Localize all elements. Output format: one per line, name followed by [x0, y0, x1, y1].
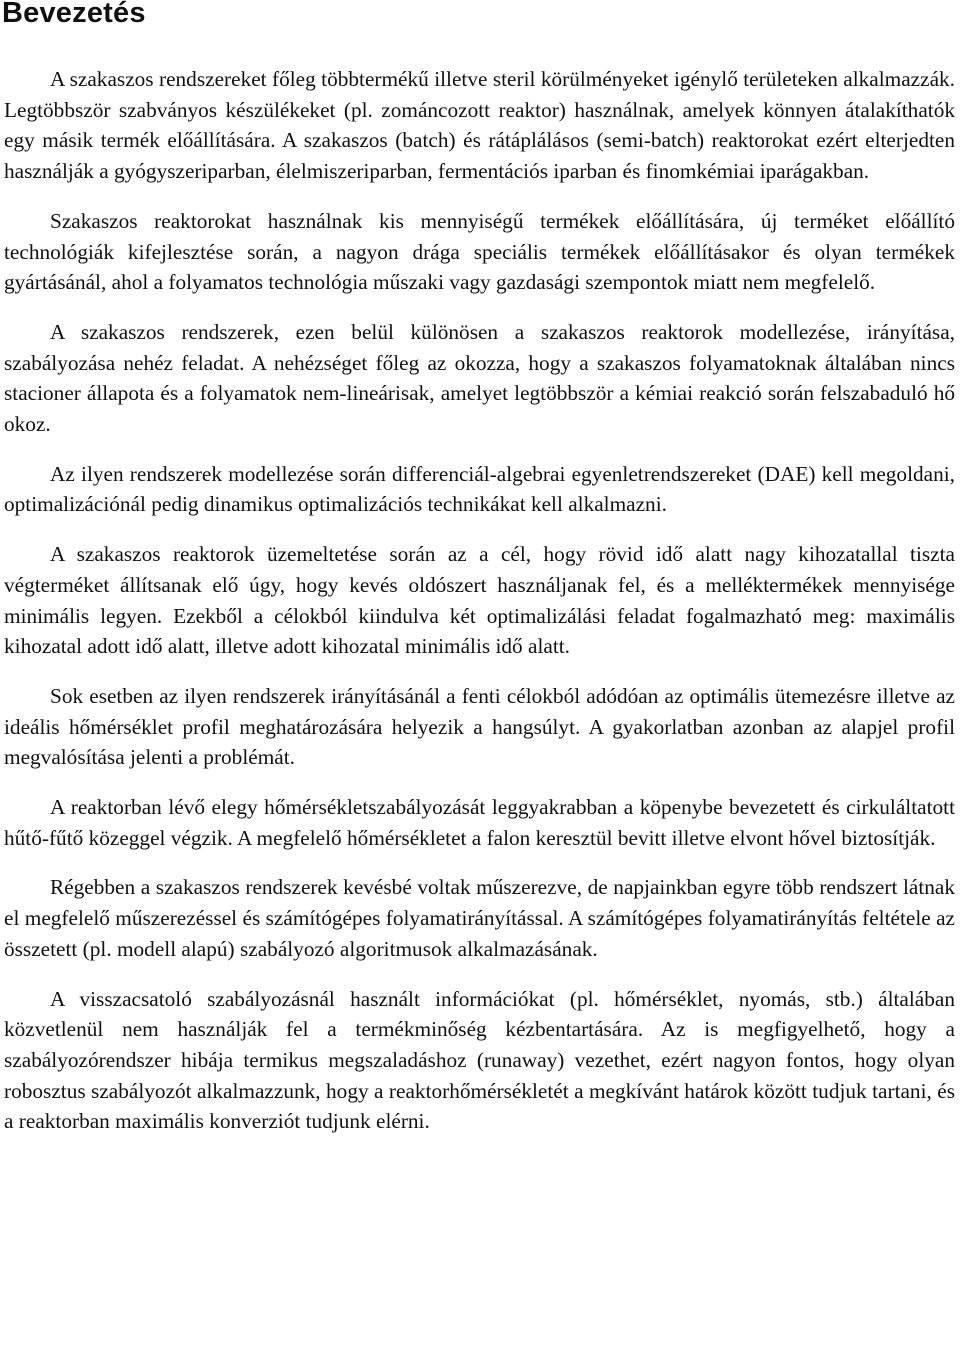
paragraph-3: A szakaszos rendszerek, ezen belül különösen a szakaszos reaktorok modellezése, irányítása, szabályozása nehéz feladat. A nehézséget főleg az okozza, hogy a szakaszos folyamatoknak általában nincs stacioner állapota és a folyamatok nem-lineárisak, amelyet legtöbbször a kémiai reakció során felszabaduló hő okoz. — [4, 319, 955, 437]
paragraph-8: Régebben a szakaszos rendszerek kevésbé voltak műszerezve, de napjainkban egyre több rendszert látnak el megfelelő műszerezéssel és számítógépes folyamatirányítással. A számítógépes folyamatirányítás feltétele az összetett (pl. modell alapú) szabályozó algoritmusok alkalmazásának. — [4, 875, 955, 961]
paragraph-2: Szakaszos reaktorokat használnak kis mennyiségű termékek előállítására, új terméket előállító technológiák kifejlesztése során, a nagyon drága speciális termékek előállításakor és olyan termékek gyártásánál, ahol a folyamatos technológia műszaki vagy gazdasági szempontok miatt nem megfelelő. — [4, 208, 955, 295]
paragraph-7: A reaktorban lévő elegy hőmérsékletszabályozását leggyakrabban a köpenybe bevezetett és cirkuláltatott hűtő-fűtő közeggel végzik. A megfelelő hőmérsékletet a falon keresztül bevitt illetve elvont hővel biztosítják. — [4, 795, 955, 850]
paragraph-4: Az ilyen rendszerek modellezése során differenciál-algebrai egyenletrendszereket (DAE) kell megoldani, optimalizációnál pedig dinamikus optimalizációs technikákat kell alkalmazni. — [4, 461, 955, 517]
paragraph-9: A visszacsatoló szabályozásnál használt információkat (pl. hőmérséklet, nyomás, stb.) általában közvetlenül nem használják fel a termékminőség kézbentartására. Az is megfigyelhető, hogy a szabályozórendszer hibája termikus megszaladáshoz (runaway) vezethet, ezért nagyon fontos, hogy olyan robosztus szabályozót alkalmazzunk, hogy a reaktorhőmérsékletét a megkívánt határok között tudjuk tartani, és a reaktorban maximális konverziót tudjunk elérni. — [4, 986, 955, 1134]
paragraph-1: A szakaszos rendszereket főleg többtermékű illetve steril körülményeket igénylő területeken alkalmazzák. Legtöbbször szabványos készülékeket (pl. zománcozott reaktor) használnak, amelyek könnyen átalakíthatók egy másik termék előállítására. A szakaszos (batch) és rátáplálásos (semi-batch) reaktorokat ezért elterjedten használják a gyógyszeriparban, élelmiszeriparban, fermentációs iparban és finomkémiai iparágakban. — [4, 67, 955, 184]
body-text — [4, 64, 955, 1137]
section-heading: Bevezetés — [2, 0, 146, 29]
paragraph-5: A szakaszos reaktorok üzemeltetése során az a cél, hogy rövid idő alatt nagy kihozatallal tiszta végterméket állítsanak elő úgy, hogy kevés oldószert használjanak fel, és a melléktermékek mennyisége minimális legyen. Ezekből a célokból kiindulva két optimalizálási feladat fogalmazható meg: maximális kihozatal adott idő alatt, illetve adott kihozatal minimális idő alatt. — [4, 542, 955, 659]
paragraph-6: Sok esetben az ilyen rendszerek irányításánál a fenti célokból adódóan az optimális ütemezésre illetve az ideális hőmérséklet profil meghatározására helyezik a hangsúlyt. A gyakorlatban azonban az alapjel profil megvalósítása jelenti a problémát. — [4, 683, 955, 770]
